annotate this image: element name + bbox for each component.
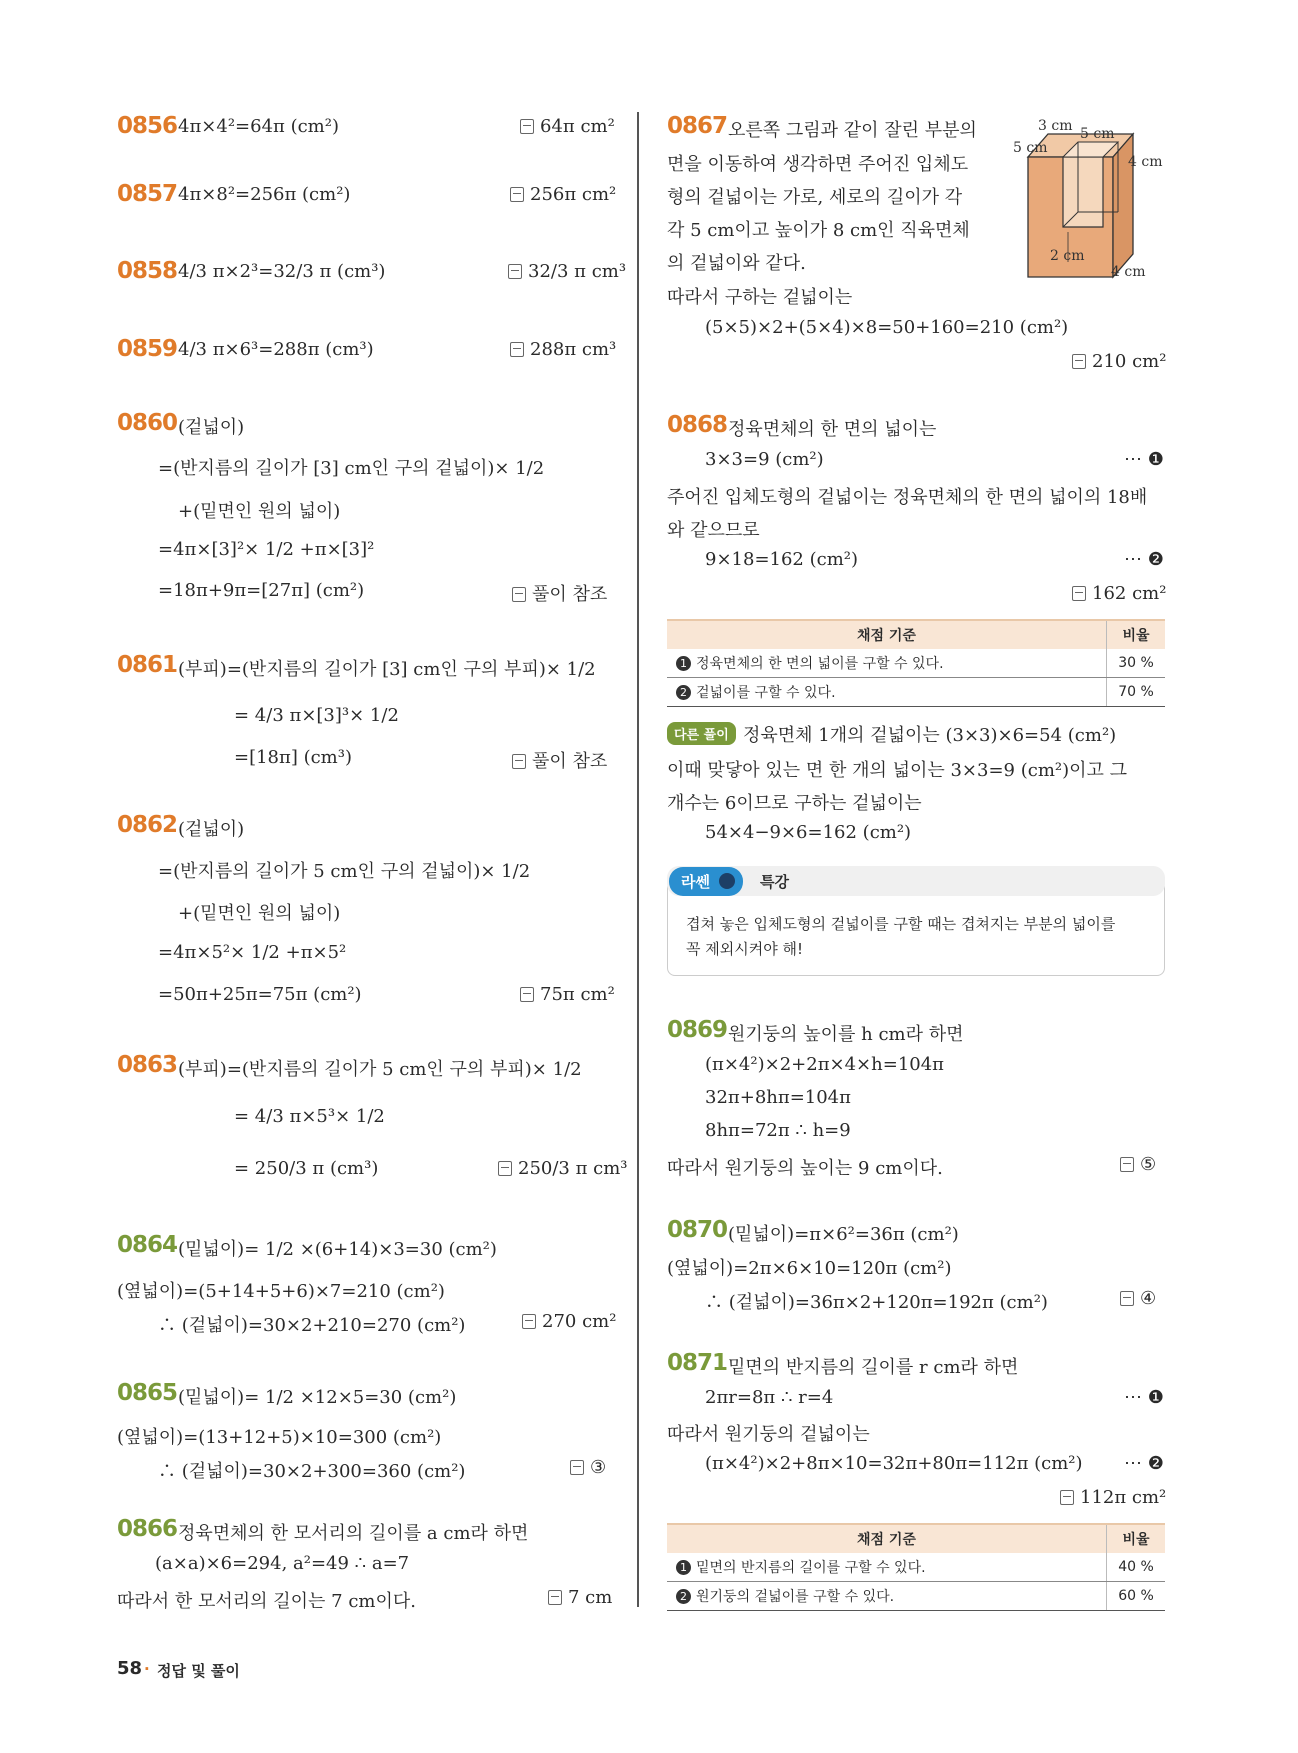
solution-line: (겉넓이)	[178, 417, 245, 438]
answer-box-icon	[512, 587, 526, 602]
solution-line: (밑넓이)=π×6²=36π (cm²)	[728, 1224, 959, 1245]
answer-box-icon	[1072, 354, 1086, 369]
solution-line: (부피)=(반지름의 길이가 5 cm인 구의 부피)× 1/2	[178, 1059, 582, 1080]
solution-line: (옆넓이)=(13+12+5)×10=300 (cm²)	[117, 1427, 442, 1448]
solution-line: 4/3 π×6³=288π (cm³)	[178, 339, 374, 360]
step-marker: ⋯ ❶	[1124, 449, 1164, 470]
problem-number: 0856	[117, 113, 178, 139]
solution-line: 54×4−9×6=162 (cm²)	[705, 822, 912, 843]
tip-brand-pill: 라쎈	[669, 867, 743, 896]
answer-box-icon	[1120, 1157, 1134, 1172]
problem-number: 0871	[667, 1350, 728, 1376]
solution-line: 면을 이동하여 생각하면 주어진 입체도	[667, 154, 969, 175]
answer: 7 cm	[548, 1587, 612, 1608]
solution-line: 각 5 cm이고 높이가 8 cm인 직육면체	[667, 220, 970, 241]
solution-line: 따라서 구하는 겉넓이는	[667, 287, 853, 308]
solution-line: 정육면체 1개의 겉넓이는 (3×3)×6=54 (cm²)	[743, 725, 1117, 746]
answer: ④	[1120, 1288, 1156, 1309]
answer-box-icon	[498, 1161, 512, 1176]
solution-line: 따라서 원기둥의 높이는 9 cm이다.	[667, 1158, 943, 1179]
criteria-row: 2 원기둥의 겉넓이를 구할 수 있다. 60 %	[667, 1582, 1165, 1611]
circle-icon	[719, 873, 735, 889]
answer-box-icon	[548, 1590, 562, 1605]
solution-line: 4π×4²=64π (cm²)	[178, 116, 339, 137]
solution-line: (부피)=(반지름의 길이가 [3] cm인 구의 부피)× 1/2	[178, 659, 596, 680]
bullet-icon: 2	[676, 1589, 691, 1604]
solution-line: =4π×5²× 1/2 +π×5²	[158, 942, 347, 963]
problem-number: 0863	[117, 1052, 178, 1078]
solution-line: (밑넓이)= 1/2 ×12×5=30 (cm²)	[178, 1387, 457, 1408]
solution-line: (밑넓이)= 1/2 ×(6+14)×3=30 (cm²)	[178, 1239, 497, 1260]
page-number: 58	[117, 1658, 143, 1679]
criteria-row: 2 겉넓이를 구할 수 있다. 70 %	[667, 678, 1165, 707]
problem-number: 0860	[117, 410, 178, 436]
solution-line: =50π+25π=75π (cm²)	[158, 984, 362, 1005]
solution-line: 4π×8²=256π (cm²)	[178, 184, 351, 205]
answer-box-icon	[520, 119, 534, 134]
footer-separator: ·	[144, 1660, 150, 1678]
tip-text: 겹쳐 놓은 입체도형의 겉넓이를 구할 때는 겹쳐지는 부분의 넓이를	[686, 915, 1116, 933]
answer: ③	[570, 1457, 606, 1478]
step-marker: ⋯ ❷	[1124, 549, 1164, 570]
label-4cm-a: 4 cm	[1128, 154, 1163, 170]
answer: 112π cm²	[1060, 1487, 1166, 1508]
solution-line: 정육면체의 한 면의 넓이는	[728, 419, 937, 440]
solution-line: =[18π] (cm³)	[234, 747, 352, 768]
answer: 64π cm²	[520, 116, 615, 137]
answer-box-icon	[1072, 586, 1086, 601]
bullet-icon: 1	[676, 656, 691, 671]
answer: 162 cm²	[1072, 583, 1166, 604]
solution-line: = 4/3 π×[3]³× 1/2	[234, 705, 399, 726]
label-4cm-b: 4 cm	[1111, 264, 1146, 280]
label-5cm-a: 5 cm	[1013, 140, 1048, 156]
solution-line: =(반지름의 길이가 5 cm인 구의 겉넓이)× 1/2	[158, 861, 531, 882]
solution-line: =18π+9π=[27π] (cm²)	[158, 580, 365, 601]
solution-line: 주어진 입체도형의 겉넓이는 정육면체의 한 면의 넓이의 18배	[667, 487, 1148, 508]
answer-box-icon	[1060, 1490, 1074, 1505]
problem-number: 0861	[117, 652, 178, 678]
answer: 256π cm²	[510, 184, 616, 205]
answer: 270 cm²	[522, 1311, 616, 1332]
solution-line: 이때 맞닿아 있는 면 한 개의 넓이는 3×3=9 (cm²)이고 그	[667, 760, 1128, 781]
solution-line: 밑면의 반지름의 길이를 r cm라 하면	[728, 1357, 1019, 1378]
tip-text: 꼭 제외시켜야 해!	[686, 940, 803, 958]
problem-number: 0862	[117, 812, 178, 838]
solution-line: ∴ (겉넓이)=36π×2+120π=192π (cm²)	[705, 1292, 1048, 1313]
solution-line: 정육면체의 한 모서리의 길이를 a cm라 하면	[178, 1523, 529, 1544]
solution-line: ∴ (겉넓이)=30×2+300=360 (cm²)	[158, 1461, 466, 1482]
problem-number: 0864	[117, 1232, 178, 1258]
solution-line: (겉넓이)	[178, 819, 245, 840]
answer: 210 cm²	[1072, 351, 1166, 372]
answer-box-icon	[512, 754, 526, 769]
criteria-row: 1 정육면체의 한 면의 넓이를 구할 수 있다. 30 %	[667, 649, 1165, 678]
solution-line: 8hπ=72π ∴ h=9	[705, 1120, 851, 1141]
step-marker: ⋯ ❶	[1124, 1387, 1164, 1408]
label-2cm: 2 cm	[1050, 248, 1085, 264]
solution-line: 따라서 원기둥의 겉넓이는	[667, 1424, 870, 1445]
problem-number: 0870	[667, 1217, 728, 1243]
solution-line: = 250/3 π (cm³)	[234, 1158, 379, 1179]
column-divider	[637, 112, 639, 1607]
solution-line: 32π+8hπ=104π	[705, 1087, 851, 1108]
solution-line: 와 같으므로	[667, 520, 760, 541]
solution-line: = 4/3 π×5³× 1/2	[234, 1106, 385, 1127]
answer-box-icon	[508, 264, 522, 279]
answer: 풀이 참조	[512, 580, 607, 606]
problem-number: 0868	[667, 412, 728, 438]
answer-box-icon	[522, 1314, 536, 1329]
solution-line: 3×3=9 (cm²)	[705, 449, 824, 470]
bullet-icon: 2	[676, 685, 691, 700]
solution-line: (π×4²)×2+2π×4×h=104π	[705, 1054, 945, 1075]
criteria-header: 채점 기준	[667, 620, 1107, 649]
answer-box-icon	[1120, 1291, 1134, 1306]
problem-number: 0867	[667, 113, 728, 139]
answer-box-icon	[570, 1460, 584, 1475]
problem-number: 0869	[667, 1017, 728, 1043]
solution-line: 개수는 6이므로 구하는 겉넓이는	[667, 793, 922, 814]
solution-line: (π×4²)×2+8π×10=32π+80π=112π (cm²)	[705, 1453, 1083, 1474]
answer-box-icon	[510, 187, 524, 202]
label-3cm: 3 cm	[1038, 118, 1073, 134]
tip-title: 특강	[760, 873, 789, 891]
ratio-header: 비율	[1107, 1524, 1166, 1553]
problem-number: 0866	[117, 1516, 178, 1542]
solution-line: +(밑면인 원의 넓이)	[178, 903, 341, 924]
answer: 250/3 π cm³	[498, 1158, 628, 1179]
solution-line: 오른쪽 그림과 같이 잘린 부분의	[728, 120, 977, 141]
answer: 풀이 참조	[512, 747, 607, 773]
solution-line: (옆넓이)=2π×6×10=120π (cm²)	[667, 1258, 952, 1279]
solution-line: 따라서 한 모서리의 길이는 7 cm이다.	[117, 1591, 416, 1612]
solution-line: =4π×[3]²× 1/2 +π×[3]²	[158, 539, 375, 560]
solution-line: 형의 겉넓이는 가로, 세로의 길이가 각	[667, 187, 963, 208]
problem-number: 0859	[117, 336, 178, 362]
solution-line: 2πr=8π ∴ r=4	[705, 1387, 834, 1408]
solution-line: (5×5)×2+(5×4)×8=50+160=210 (cm²)	[705, 317, 1069, 338]
bullet-icon: 1	[676, 1560, 691, 1575]
label-5cm-b: 5 cm	[1080, 126, 1115, 142]
solution-line: (옆넓이)=(5+14+5+6)×7=210 (cm²)	[117, 1281, 445, 1302]
cut-cuboid-figure	[1008, 112, 1178, 287]
answer: ⑤	[1120, 1154, 1156, 1175]
footer-title: 정답 및 풀이	[157, 1662, 240, 1680]
grading-criteria-table-1	[667, 619, 1165, 707]
criteria-row: 1 밑면의 반지름의 길이를 구할 수 있다. 40 %	[667, 1553, 1165, 1582]
alt-solution-badge: 다른 풀이	[667, 722, 736, 745]
criteria-header: 채점 기준	[667, 1524, 1107, 1553]
solution-line: 원기둥의 높이를 h cm라 하면	[728, 1024, 964, 1045]
solution-line: 9×18=162 (cm²)	[705, 549, 859, 570]
answer: 75π cm²	[520, 984, 615, 1005]
ratio-header: 비율	[1107, 620, 1166, 649]
solution-line: =(반지름의 길이가 [3] cm인 구의 겉넓이)× 1/2	[158, 458, 545, 479]
solution-line: 4/3 π×2³=32/3 π (cm³)	[178, 261, 386, 282]
solution-line: 의 겉넓이와 같다.	[667, 253, 806, 274]
problem-number: 0857	[117, 181, 178, 207]
solution-line: +(밑면인 원의 넓이)	[178, 501, 341, 522]
answer: 288π cm³	[510, 339, 616, 360]
answer-box-icon	[510, 342, 524, 357]
solution-line: (a×a)×6=294, a²=49 ∴ a=7	[155, 1553, 410, 1574]
grading-criteria-table-2	[667, 1523, 1165, 1611]
problem-number: 0858	[117, 258, 178, 284]
answer-box-icon	[520, 987, 534, 1002]
step-marker: ⋯ ❷	[1124, 1453, 1164, 1474]
answer: 32/3 π cm³	[508, 261, 626, 282]
solution-line: ∴ (겉넓이)=30×2+210=270 (cm²)	[158, 1315, 466, 1336]
problem-number: 0865	[117, 1380, 178, 1406]
